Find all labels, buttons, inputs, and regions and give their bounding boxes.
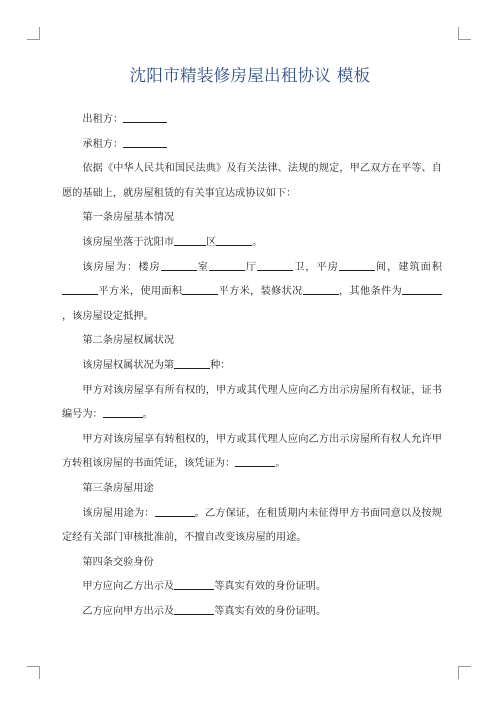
- sublease-text-b: 。: [275, 458, 286, 470]
- preamble-text: 依据《中华人民共和国民法典》及有关法律、法规的规定，甲乙双方在平等、自愿的基础上，就房屋租赁的有关事宜达成协议如下：: [62, 163, 442, 199]
- certificate-number-blank: [103, 407, 143, 418]
- article-2-title: 第二条房屋权属状况: [82, 335, 175, 347]
- usable-area-blank: [182, 284, 218, 295]
- article-2-kind: [62, 354, 442, 379]
- location-text-c: 。: [252, 236, 263, 248]
- lessor-id-text-b: 等真实有效的身份证明。: [214, 581, 327, 593]
- ownership-text-a: 甲方对该房屋享有所有权的，甲方或其代理人应向乙方出示房屋所有权证，证书编号为：: [62, 384, 442, 421]
- bungalow-blank: [339, 260, 375, 271]
- location-text-b: 区: [206, 236, 217, 248]
- kind-text-b: 种：: [210, 359, 231, 371]
- desc-text-c: 厅: [244, 261, 258, 273]
- lessee-id-text-b: 等真实有效的身份证明。: [214, 605, 327, 617]
- article-1-heading: [62, 206, 442, 231]
- article-1-location: [62, 231, 442, 256]
- article-4-title: 第四条交验身份: [82, 556, 154, 568]
- usage-text-b: 。乙方保证，在租赁期内未征得甲方书面同意以及按规定经有关部门审核批准前，不擅自改变该房屋的用途。: [62, 507, 442, 544]
- article-1-description: [62, 256, 442, 330]
- desc-text-b: 室: [196, 261, 209, 273]
- document-title: 沈阳市精装修房屋出租协议 模板: [129, 66, 371, 85]
- desc-text-g: 平方米，装修状况: [218, 286, 303, 298]
- lessor-label: 出租方：: [82, 114, 124, 125]
- lessee-label: 承租方：: [82, 138, 124, 150]
- kind-text-a: 该房屋权属状况为第: [82, 359, 175, 371]
- article-1-title: 第一条房屋基本情况: [82, 212, 175, 224]
- desc-text-i: ，该房屋设定抵押。: [62, 310, 154, 322]
- halls-blank: [209, 260, 245, 271]
- desc-text-d: 卫，平房: [293, 261, 339, 273]
- lessee-id-blank: [174, 604, 214, 615]
- preamble-paragraph: [62, 157, 442, 206]
- lessor-line: [62, 108, 442, 133]
- lessor-id-blank: [174, 579, 214, 590]
- sublease-text-a: 甲方对该房屋享有转租权的，甲方或其代理人应向乙方出示房屋所有权人允许甲方转租该房屋的书面凭证，该凭证为：: [62, 433, 442, 470]
- baths-blank: [257, 260, 293, 271]
- other-conditions-blank: [402, 284, 442, 295]
- article-2-sublease: [62, 428, 442, 477]
- location-text-a: 该房屋坐落于沈阳市: [82, 236, 175, 248]
- rooms-blank: [161, 260, 197, 271]
- kind-blank: [174, 358, 210, 369]
- article-2-heading: [62, 329, 442, 354]
- lessor-id-text-a: 甲方应向乙方出示及: [82, 581, 175, 593]
- desc-text-f: 平方米，使用面积: [98, 286, 183, 298]
- article-4-lessor-id: [62, 575, 442, 600]
- crop-mark-bottom-left: [27, 666, 40, 679]
- ownership-text-b: 。: [142, 409, 153, 421]
- district-blank: [174, 235, 206, 246]
- document-body: [62, 108, 442, 624]
- usage-blank: [155, 506, 195, 517]
- article-3-title: 第三条房屋用途: [82, 482, 154, 494]
- crop-mark-bottom-right: [458, 666, 471, 679]
- article-3-heading: [62, 477, 442, 502]
- lessee-blank: [123, 137, 167, 148]
- article-4-lessee-id: [62, 600, 442, 625]
- voucher-blank: [235, 456, 275, 467]
- article-4-heading: [62, 551, 442, 576]
- floor-area-blank: [62, 284, 98, 295]
- usage-text-a: 该房屋用途为：: [82, 507, 155, 519]
- article-2-ownership: [62, 379, 442, 428]
- desc-text-h: ，其他条件为: [338, 286, 403, 298]
- article-3-usage: [62, 502, 442, 551]
- decoration-blank: [303, 284, 339, 295]
- lessee-line: [62, 133, 442, 158]
- address-blank: [216, 235, 252, 246]
- crop-mark-top-left: [27, 27, 40, 40]
- lessee-id-text-a: 乙方应向甲方出示及: [82, 605, 175, 617]
- desc-text-e: 间，建筑面积: [374, 261, 443, 273]
- desc-text-a: 该房屋为：楼房: [82, 261, 161, 273]
- lessor-blank: [123, 112, 167, 123]
- crop-mark-top-right: [458, 27, 471, 40]
